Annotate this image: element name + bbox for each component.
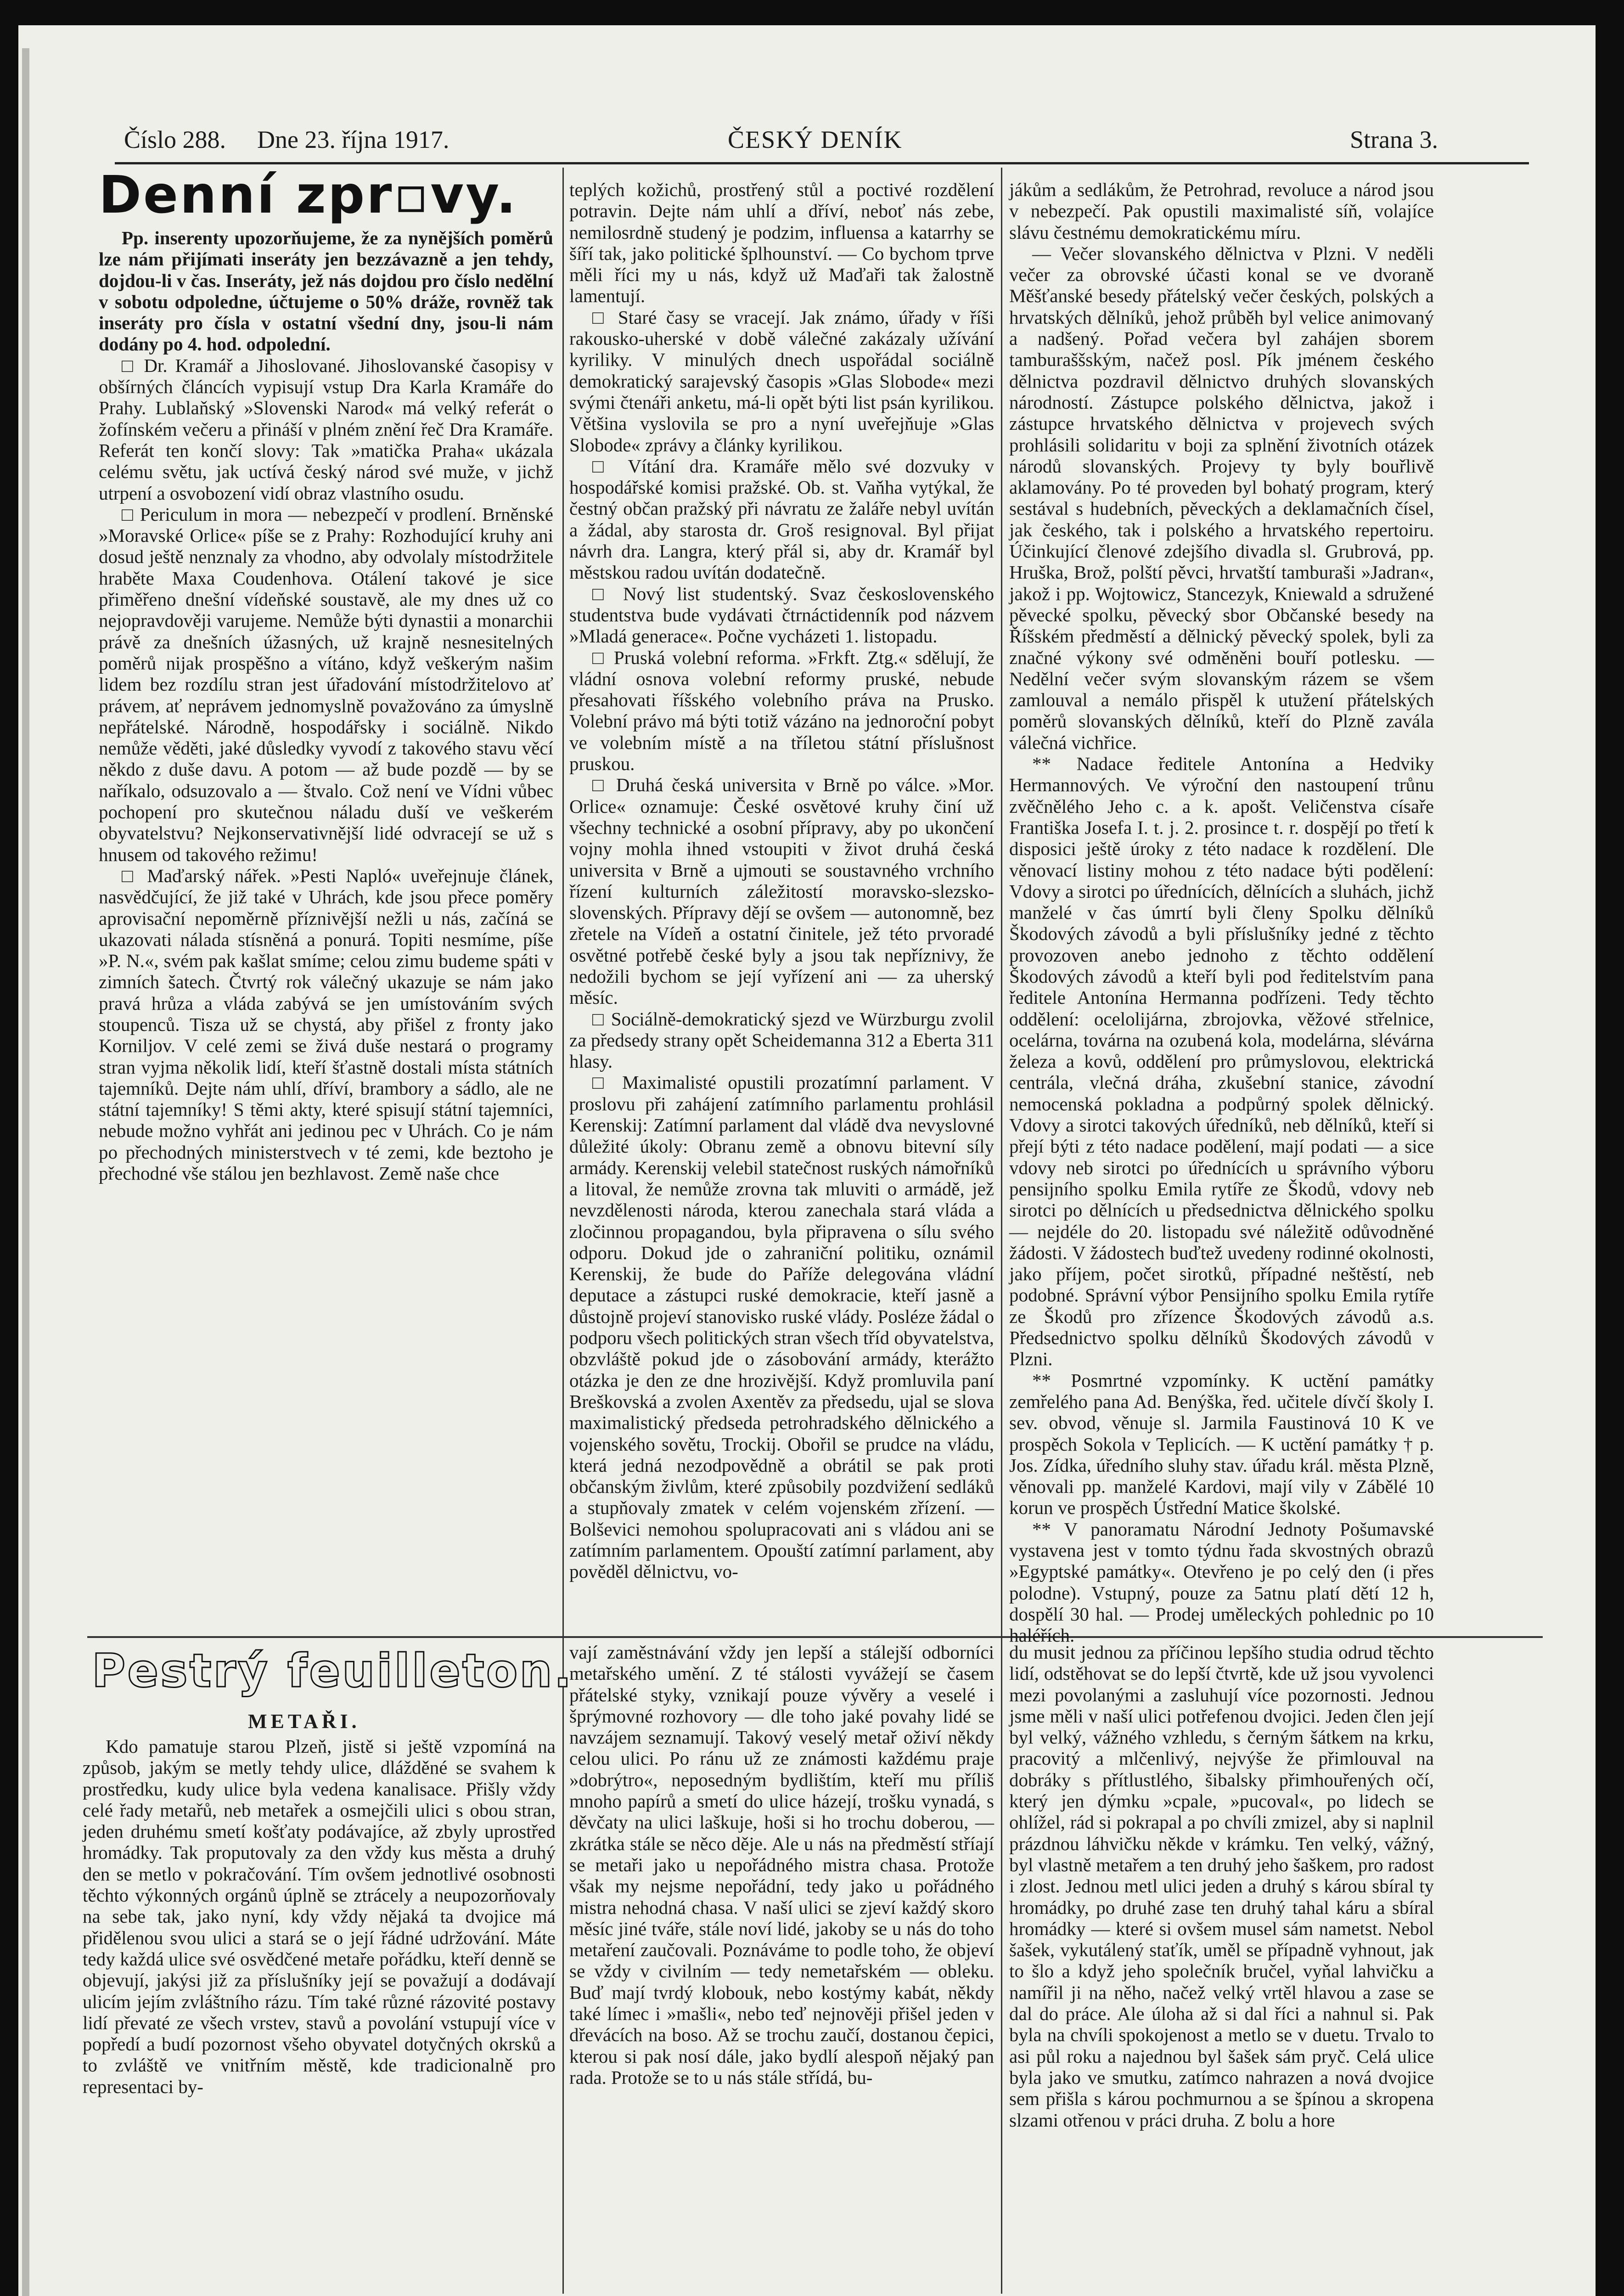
news-item-periculum: □ Periculum in mora — nebezpečí v prodlení. Brněnské »Moravské Orlice« píše se z Prahy: Rozhodující kruhy ani dosud ještě nenznaly za vhodno, aby odvolaly místodržitele hraběte Maxa Coudenhova. Otálení takové je sice přiměřeno dnešní vídeňské soustavě, ale my dnes už co nejopravdověji varujeme. Nemůže býti dynastii a monarchii právě za dnešních úžasných, už krajně nesnesitelných poměrů nijak prospěšno a vítáno, když veškerým našim lidem bez rozdílu stran jest úřadování místodržitelovo ať právem, ať neprávem jednomyslně považováno za úmyslně nepřátelské. Národně, hospodářsky i sociálně. Nikdo nemůže věděti, jaké důsledky vyvodí z takového stavu věcí někdo z duše davu. A potom — až bude pozdě — by se naříkalo, odsuzovalo a — štvalo. Což není ve Vídni vůbec pochopení pro skutečnou náladu duší ve veškerém obyvatelstvu? Nejkonservativnější lidé odvracejí se už s hnusem od takového režimu!: [99, 503, 553, 865]
news-item-novy-list: □ Nový list studentský. Svaz československého studentstva bude vydávati čtrnáctidenník pod názvem »Mladá generace«. Počne vycházeti 1. listopadu.: [569, 583, 994, 647]
news-item-universita: □ Druhá česká universita v Brně po válce. »Mor. Orlice« oznamuje: České osvětové kruhy činí už všechny technické a osobní přípravy, aby po ukončení vojny mohla ihned vstoupiti v život druhá česká universita v Brně a ujmouti se soustavného vrchního řízení kulturních záležitostí moravsko-slezsko-slovenských. Přípravy dějí se ovšem — autonomně, bez zřetele na Vídeň a ostatní činitele, jež této prvoradé osvětné potřebě české byly a jsou tak nepříznivy, že nedožili bychom se její vyřízení ani — za uherský měsíc.: [569, 774, 994, 1008]
header-rule: [115, 162, 1529, 164]
newspaper-title: ČESKÝ DENÍK: [728, 126, 903, 153]
feuilleton-subtitle: METAŘI.: [248, 1710, 360, 1733]
news-item-pruska-reforma: □ Pruská volební reforma. »Frkft. Ztg.« sdělují, že vládní osnova volební reformy pruské, nebude přesahovati říšského volebního práva na Prusko. Volební právo má býti totiž vázáno na jednoroční pobyt ve volebním místě a na tříletou státní příslušnost pruskou.: [569, 647, 994, 775]
news-item-madarsky-narek: □ Maďarský nářek. »Pesti Napló« uveřejnuje článek, nasvědčující, že již také v Uhrách, kde jsou přece poměry aprovisační nepoměrně příznivější nežli u nás, začíná se ukazovati nálada stísněná a ponurá. Topiti nesmíme, píše »P. N.«, svém pak kašlat smíme; celou zimu budeme spáti v zimních šatech. Čtvrtý rok válečný ukazuje se nám jako pravá hrůza a vláda zabývá se jen umístováním svých stoupenců. Tisza už se chystá, aby přišel z fronty jako Korniljov. V celé zemi se živá duše nestará o programy stran vyjma několik lidí, kteří šťastně dostali místa státních tajemníků. Dejte nám uhlí, dříví, brambory a sádlo, ale ne státní tajemníky! S těmi akty, které spisují státní tajemníci, nebude možno vyhřát ani jedinou pec v Uhrách. Co je nám po přechodných ministerstvech v té zemi, kde beztoho je přechodné vše stálou jen bezhlavost. Země naše chce: [99, 865, 553, 1184]
feuilleton-column-2: [569, 1642, 994, 2289]
news-item-sjezd: □ Sociálně-demokratický sjezd ve Würzburgu zvolil za předsedy strany opět Scheidemanna 312 a Eberta 311 hlasy.: [569, 1008, 994, 1072]
feuilleton-column-1: [83, 1736, 556, 2289]
newspaper-page: [18, 25, 1596, 2296]
news-column-1: [99, 227, 553, 1632]
issue-number: Číslo 288.: [124, 126, 226, 153]
news-continuation-2: jákům a sedlákům, že Petrohrad, revoluce a národ jsou v nebezpečí. Pak opustili maximalisté síň, volajíce slávu čestnému demokratickému míru.: [1009, 179, 1434, 243]
news-item-panorama: ** V panoramatu Národní Jednoty Pošumavské vystavena jest v tomto týdnu řada skvostných obrazů »Egyptské památky«. Otevřeno je po celý den (i přes polodne). Vstupný, pouze za 5atnu platí dětí 12 h, dospělí 30 hal. — Prodej uměleckých pohlednic po 10 haléřích.: [1009, 1518, 1434, 1646]
news-item-maximaliste: □ Maximalisté opustili prozatímní parlament. V proslovu při zahájení zatímního parlamentu prohlásil Kerenskij: Zatímní parlament dal vládě dva nevyslovné důležité úkoly: Obranu země a obnovu bitevní síly armády. Kerenskij velebil statečnost ruských námořníků a litoval, že nemůže zrovna tak mluviti o armádě, jež nevzdělenosti národa, kterou zanechala stará vláda a zločinnou propagandou, byla připravena o sílu svého odporu. Dokud jde o zahraniční politiku, oznámil Kerenskij, že bude do Paříže delegována vládní deputace a zástupci ruské demokracie, kteří jasně a důstojně projeví stanovisko ruské vlády. Posléze žádal o podporu všech politických stran všech tříd obyvatelstva, obzvláště pokud jde o zásobování armády, kterážto otázka je den ze dne hrozivější. Když promluvila paní Breškovská a zvolen Axentěv za předsedu, ujal se slova maximalistický předseda petrohradského dělnického a vojenského sovětu, Trockij. Obořil se prudce na vládu, která jedná nezodpovědně a obrátil se pak proti občanským živlům, které způsobily pozdvižení sedláků a stupňovaly zmatek v celém vojenském zřízení. — Bolševici nemohou spolupracovati ani s vládou ani se zatímním parlamentem. Opouští zatímní parlament, aby pověděl dělnictvu, vo-: [569, 1072, 994, 1582]
news-item-kramar: □ Dr. Kramář a Jihoslované. Jihoslovanské časopisy v obšírných článcích vypisují vstup Dra Karla Kramáře do Prahy. Lublaňský »Slovenski Narod« má velký referát o žofínském večeru a přináší v plném znění řeč Dra Kramáře. Referát ten končí slovy: Tak »matička Praha« ukázala celému světu, jak uctívá český národ své muže, v jichž utrpení a osvobození vidí obraz vlastního osudu.: [99, 355, 553, 504]
news-section-heading: Denní zpr▫vy.: [99, 165, 518, 225]
feuilleton-text-1: Kdo pamatuje starou Plzeň, jistě si ještě vzpomíná na způsob, jakým se metly tehdy ulice, dlážděné se svahem k prostředku, kudy ulice byla vedena kanalisace. Přišly vždy celé řady metařů, neb metařek a osmejčili ulici s obou stran, jeden druhému smetí košťaty podávajíce, až zbyly uprostřed hromádky. Tak proputovaly za den vždy kus města a druhý den se metlo v pokračování. Tím ovšem jednotlivé osobnosti těchto výkonných orgánů úplně se ztrácely a neupozorňovaly na sebe tak, jako nyní, kdy vždy nějaká ta dvojice má přidělenou svou ulici a stará se o její řádné udržování. Máte tedy každá ulice své osvědčené metaře pořádku, kteří denně se objevují, jakýsi již za příslušníky její se považují a dodávají ulicím jejím zvláštního rázu. Tím také různé rázovité postavy lidí převaté ze všech vrstev, stavů a povolání vstupují více v popředí a budí pozornost všeho obyvatel dotyčných okrsků a to zvláště ve vnitřním městě, kde tradicionalně pro representaci by-: [83, 1736, 556, 2097]
news-column-2: [569, 179, 994, 1632]
page-binding-edge: [22, 48, 29, 2296]
news-continuation: teplých kožichů, prostřený stůl a poctivé rozdělení potravin. Dejte nám uhlí a dříví, neboť nás zebe, nemilosrdně studený je podzim, influensa a katarrhy se šíří tak, jako politické šplhounství. — Co bychom tprve měli říci my u nás, když už Maďaři tak žalostně lamentují.: [569, 179, 994, 307]
feuilleton-text-2: vají zaměstnávání vždy jen lepší a stálejší odborníci metařského umění. Z té stálosti vyvážejí se časem přátelské styky, vznikají pouze vývěry a veselé i šprýmovné rozhovory — dle toho jaké povahy lidé se navzájem seznamují. Takový veselý metař oživí někdy celou ulici. Po ránu už ze známosti každému praje »dobrýtro«, neposedným bydlištím, kteří mu příliš mnoho papírů a smetí do ulice házejí, trošku vynadá, s děvčaty na ulici laškuje, hoši si ho trochu doberou, — zkrátka stále se něco děje. Ale u nás na předměstí stříají se metaři jako u nepořádného mistra chasa. Protože však my nejsme nepořádní, tedy jako u pořádného mistra nehodná chasa. V naší ulici se zjeví každý skoro měsíc jiné tváře, stále noví lidé, jakoby se u nás do toho metaření zaučovali. Poznáváme to podle toho, že objeví se vždy v civilním — tedy nemetařském — obleku. Buď mají tvrdý klobouk, nebo kostýmy kabát, někdy také límec i »mašli«, nebo teď nejnověji přišel jeden v dřevácích na boso. Až se trochu zaučí, dostanou čepici, kterou si pak nosí dále, jako bydlí alespoň nějaký pan rada. Protože se to u nás stále střídá, bu-: [569, 1642, 994, 2088]
news-item-nadace: ** Nadace ředitele Antonína a Hedviky Hermannových. Ve výroční den nastoupení trůnu zvěčnělého Jeho c. a k. apošt. Veličenstva císaře Františka Josefa I. t. j. 2. prosince t. r. dospějí po třetí k disposici ještě úroky z této nadace k rozdělení. Dle věnovací listiny mohou z této nadace býti podělení: Vdovy a sirotci po úřednících, dělnících a sluhách, jichž manželé v čas úmrtí byli členy Spolku dělníků Škodových závodů a byli příslušníky jedné z těchto provozoven anebo jednoho z těchto oddělení Škodových závodů a kteří byli pod ředitelstvím pana ředitele Antonína Hermanna podřízeni. Tedy těchto oddělení: ocelolijárna, zbrojovka, věžové střelnice, ocelárna, továrna na ozubená kola, modelárna, slévárna železa a kovů, oddělení pro průmyslovou, elektrická centrála, vlečná dráha, zkušební stanice, závodní nemocenská pokladna a podpůrný spolek dělnický. Vdovy a sirotci takových úředníků, neb dělníků, kteří si přejí býti z této nadace podělení, mají podati — a sice vdovy neb sirotci po úřednících u správního výboru pensijního spolku Emila rytíře ze Škodů, vdovy neb sirotci po dělnících u předsednictva dělnického spolku — nejdéle do 20. listopadu své náležitě odůvodněné žádosti. V žádostech buďtež uvedeny rodinné okolnosti, jako příjem, počet sirotků, případné neštěstí, neb podobné. Správní výbor Pensijního spolku Emila rytíře ze Škodů pro zřízence Škodových závodů a.s. Předsednictvo spolku dělníků Škodových závodů v Plzni.: [1009, 753, 1434, 1370]
news-item-vitani: □ Vítání dra. Kramáře mělo své dozvuky v hospodářské komisi pražské. Ob. st. Vaňha vytýkal, že čestný občan pražský při návratu ze žaláře nebyl uvítán a žádal, aby starosta dr. Groš resignoval. Byl přijat návrh dra. Langra, který přál si, aby dr. Kramář byl městskou radou uvítán dodatečně.: [569, 455, 994, 583]
news-item-vzpominky: ** Posmrtné vzpomínky. K uctění památky zemřelého pana Ad. Benýška, řed. učitele dívčí školy I. sev. obvod, věnuje sl. Jarmila Faustinová 10 K ve prospěch Sokola v Teplicích. — K uctění památky † p. Jos. Zídka, úředního sluhy stav. úřadu král. města Plzně, věnovali pp. manželé Kardovi, mají vily v Zábělé 10 korun ve prospěch Ústřední Matice školské.: [1009, 1369, 1434, 1519]
news-item-vecer-delnictva: — Večer slovanského dělnictva v Plzni. V neděli večer za obrovské účasti konal se ve dvoraně Měšťanské besedy přátelský večer českých, polských a hrvatských dělníků, jehož průběh byl velice animovaný a nadšený. Pořad večera byl zahájen sborem tamburaššským, načež posl. Pík jménem českého dělnictva pozdravil dělnictvo druhých slovanských národností. Zástupce polského dělnictva, jakož i zástupce hrvatského dělnictva v projevech svých prohlásili solidaritu v boji za splnění životních otázek národů slovanských. Projevy ty byly bouřlivě aklamovány. Po té proveden byl bohatý program, který sestával s hudebních, pěveckých a deklamačních čísel, jak českého, tak i polského a hrvatského repertoiru. Účinkující členové zdejšího divadla sl. Grubrová, pp. Hruška, Brož, polští pěvci, hrvatští tamburaši »Jadran«, jakož i pp. Wojtowicz, Stancezyk, Kniewald a sdružené pěvecké spolku, pěvecký sbor Občanské besedy na Říšském předměstí a dělnický pěvecký spolek, byli za značné výkony své odměněni bouří potlesku. — Nedělní večer svým slovanským rázem se všem zamlouval a nemálo přispěl k utužení přátelských poměrů slovanských dělníků, kteří do Plzně zavála válečná vichřice.: [1009, 242, 1434, 753]
page-number: Strana 3.: [1350, 126, 1438, 153]
news-column-3: [1009, 179, 1434, 1646]
feuilleton-heading: Pestrý feuilleton.: [92, 1644, 573, 1698]
feuilleton-text-3: du musit jednou za příčinou lepšího studia odrud těchto lidí, odstěhovat se do lepší čtvrtě, kde už jsou vyvolenci mezi povolanými a zasluhují více pozornosti. Jednou jsme měli v naší ulici potřefenou dvojici. Jeden člen její byl velký, vážného vzhledu, s černým šátkem na krku, pracovitý a mlčenlivý, nejvýše že přimlouval na dobráky s přítlustlého, šibalsky přimhouřených očí, který jen dýmku »cpale, »pucoval«, po lidech se ohlížel, rád si pokrapal a po chvíli zmizel, aby si naplnil prázdnou láhvičku někde v krámku. Ten velký, vážný, byl vlastně metařem a ten druhý jeho šaškem, pro radost i zlost. Jednou metl ulici jeden a druhý s károu sbíral ty hromádky, po druhé zase ten druhý tahal káru a sbíral hromádky — které si ovšem musel sám nametst. Nebol šašek, vykutálený staťík, uměl se případně vyhnout, jak to šlo a když jeho společník bručel, vyňal lahvičku a namířil ji na něho, načež velký vrtěl hlavou a zase se dal do práce. Ale úloha až si dal říci a nahnul si. Pak byla na chvíli spokojenost a metlo se v duetu. Trvalo to asi půl roku a najednou byl šašek sám pryč. Celá ulice byla jako ve smutku, zatímco nahrazen a nová dvojice sem přišla s károu pochmurnou a se špínou a skropena slzami otřenou v práci druha. Z bolu a hore: [1009, 1642, 1434, 2131]
news-item-stare-casy: □ Staré časy se vracejí. Jak známo, úřady v říši rakousko-uherské v době válečné zakázaly užívání kyriliky. V minulých dnech uspořádal sociálně demokratický sarajevský časopis »Glas Slobode« mezi svými čtenáři anketu, má-li opět býti list psán kyrilikou. Většina vyslovila se pro a nyní uveřejňuje »Glas Slobode« zprávy a články kyrilikou.: [569, 306, 994, 456]
feuilleton-column-3: [1009, 1642, 1434, 2289]
issue-date: Dne 23. října 1917.: [257, 126, 450, 153]
column-rule-1: [562, 168, 564, 2294]
column-rule-2: [1001, 168, 1002, 2294]
advertising-notice: Pp. inserenty upozorňujeme, že za nynějších poměrů lze nám přijímati inseráty jen bezzávazně a jen tehdy, dojdou-li v čas. Inseráty, jež nás dojdou pro číslo nedělní v sobotu odpoledne, účtujeme o 50% dráže, rovněž tak inseráty pro čísla v ostatní všední dny, jsou-li nám dodány po 4. hod. odpolední.: [99, 227, 553, 355]
